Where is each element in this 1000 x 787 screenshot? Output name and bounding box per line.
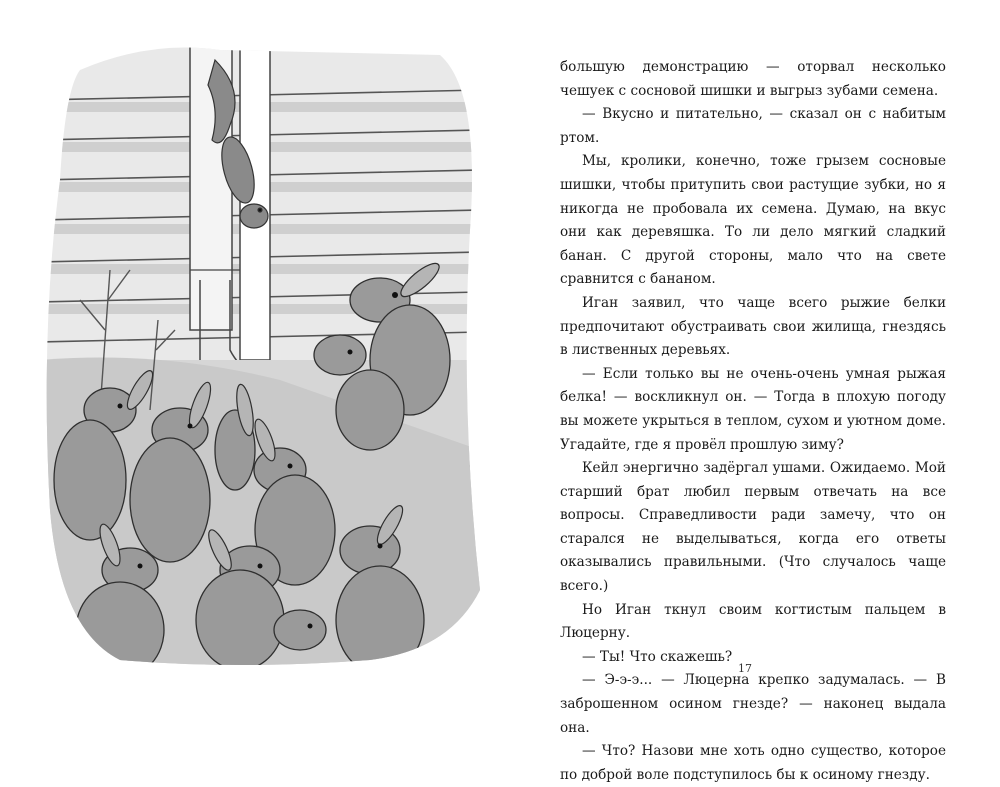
paragraph-9: — Э-э-э... — Люцерна крепко задумалась. — В заброшенном осином гнезде? — наконец выдала она. bbox=[560, 672, 946, 736]
paragraph-2: — Вкусно и питательно, — сказал он с набитым ртом. bbox=[560, 106, 946, 146]
paragraph-1: большую демонстрацию — оторвал несколько чешуек с сосновой шишки и выгрыз зубами семена. bbox=[560, 59, 946, 99]
paragraph-7: Но Иган ткнул своим когтистым пальцем в Люцерну. bbox=[560, 601, 946, 642]
page-number: 17 bbox=[738, 662, 752, 675]
paragraph-8: — Ты! Что скажешь? bbox=[582, 648, 733, 665]
illustration bbox=[40, 30, 480, 670]
paragraph-4: Иган заявил, что чаще всего рыжие белки предпочитают обустраивать свои жилища, гнездясь в лиственных деревьях. bbox=[560, 294, 946, 359]
paragraph-6: Кейл энергично задёргал ушами. Ожидаемо. Мой старший брат любил первым отвечать на все вопросы. Справедливости ради замечу, что он старался не выделываться, когда его ответы оказывались правильными. (Что случалось чаще всего.) bbox=[560, 460, 946, 595]
paragraph-10: — Что? Назови мне хоть одно существо, которое по доброй воле подступилось бы к осиному гнезду. bbox=[560, 743, 946, 783]
paragraph-3: Мы, кролики, конечно, тоже грызем сосновые шишки, чтобы притупить свои растущие зубки, но я никогда не пробовала их семена. Думаю, на вкус они как деревяшка. То ли дело мягкий сладкий банан. С другой стороны, мало что на свете сравнится с бананом. bbox=[560, 153, 946, 288]
paragraph-5: — Если только вы не очень-очень умная рыжая белка! — воскликнул он. — Тогда в плохую погоду вы можете укрыться в теплом, сухом и уютном доме. Угадайте, где я провёл прошлую зиму? bbox=[560, 365, 946, 453]
illustration-drawing bbox=[40, 30, 480, 670]
page-text bbox=[560, 56, 946, 787]
